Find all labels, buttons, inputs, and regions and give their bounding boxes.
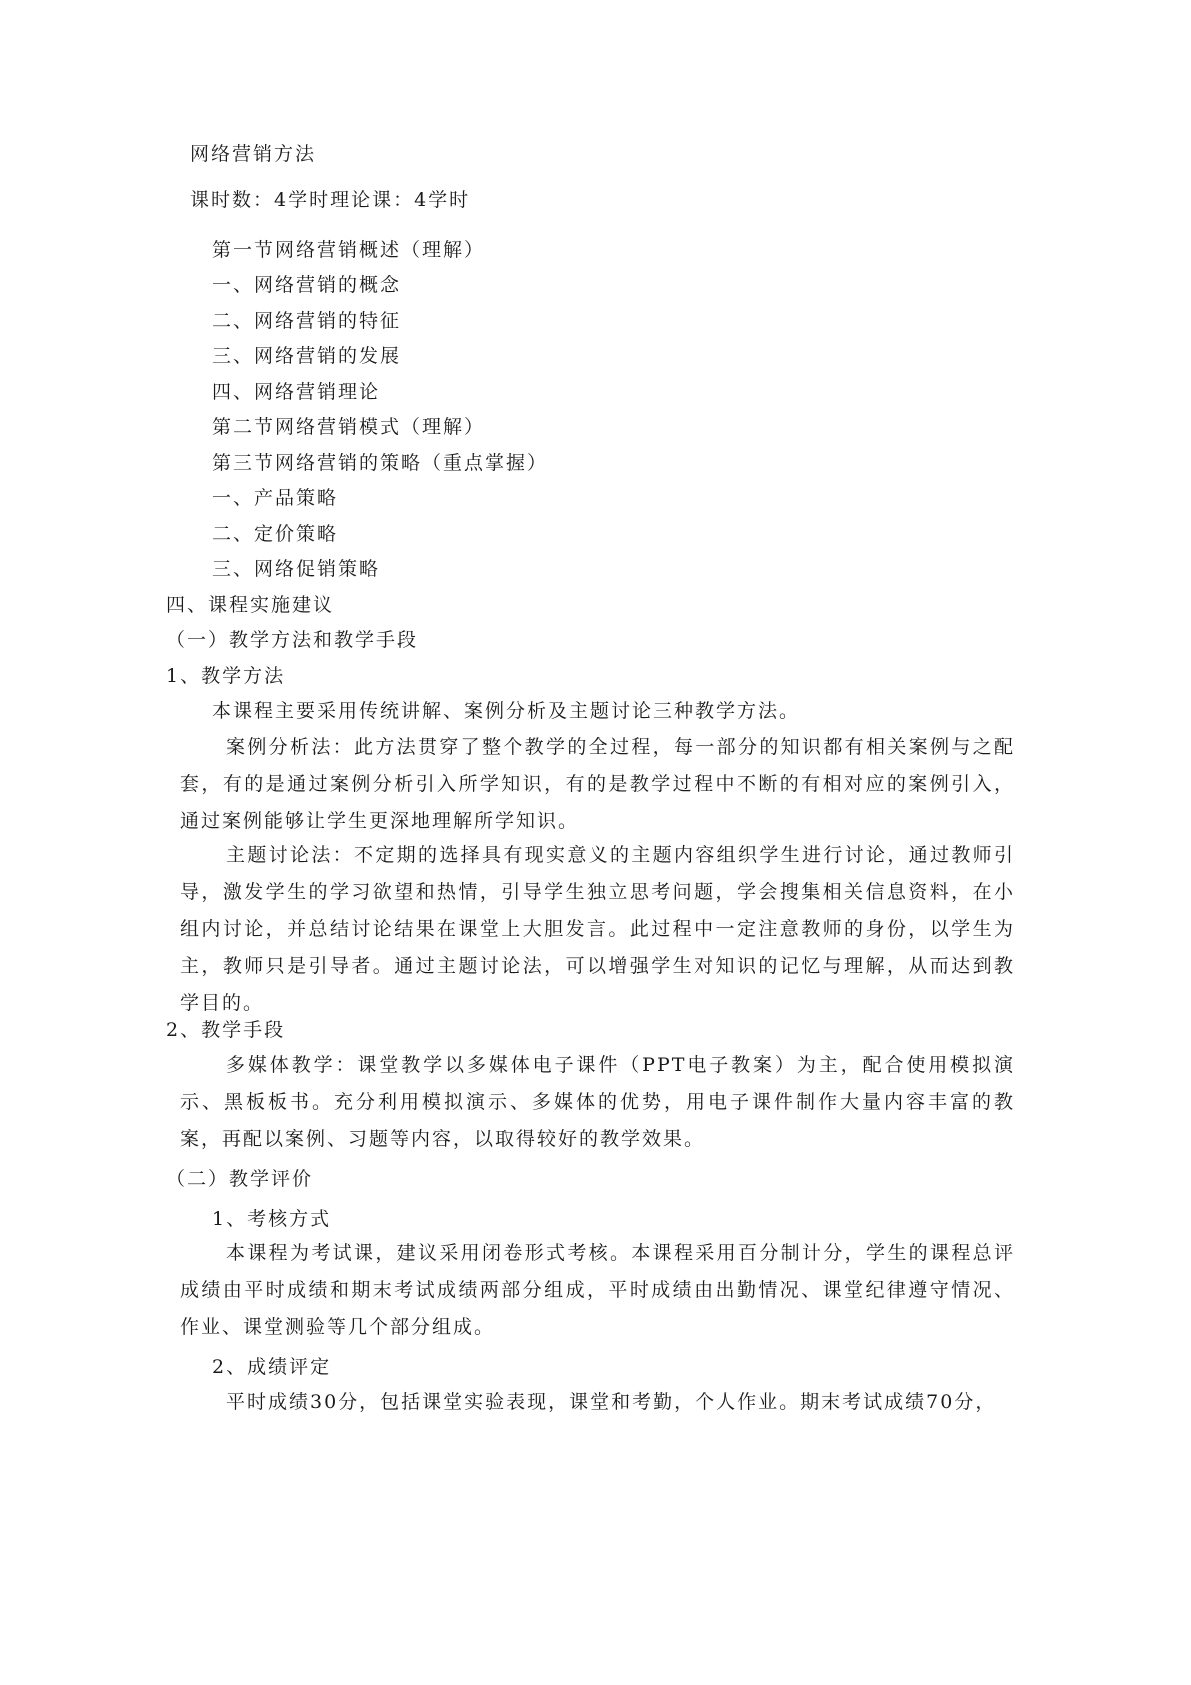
outline-item: 四、网络营销理论 <box>212 381 381 403</box>
outline-item: 三、网络营销的发展 <box>212 345 402 367</box>
case-method-paragraph: 案例分析法：此方法贯穿了整个教学的全过程，每一部分的知识都有相关案例与之配套，有的是通过案例分析引入所学知识，有的是教学过程中不断的有相对应的案例引入，通过案例能够让学生更深地理解所学知识。 <box>180 736 1015 832</box>
grade-paragraph: 平时成绩30分，包括课堂实验表现，课堂和考勤，个人作业。期末考试成绩70分， <box>226 1391 997 1413</box>
outline-item: 第一节网络营销概述（理解） <box>212 239 486 261</box>
method-intro: 本课程主要采用传统讲解、案例分析及主题讨论三种教学方法。 <box>212 700 801 722</box>
section-heading: 四、课程实施建议 <box>166 594 335 616</box>
outline-item: 二、定价策略 <box>212 523 339 545</box>
assess-heading: 1、考核方式 <box>212 1208 332 1230</box>
subsection-heading: （一）教学方法和教学手段 <box>166 629 419 651</box>
outline-item: 一、产品策略 <box>212 487 339 509</box>
grade-heading: 2、成绩评定 <box>212 1356 332 1378</box>
outline-item: 第三节网络营销的策略（重点掌握） <box>212 452 549 474</box>
assess-paragraph: 本课程为考试课，建议采用闭卷形式考核。本课程采用百分制计分，学生的课程总评成绩由平时成绩和期末考试成绩两部分组成，平时成绩由出勤情况、课堂纪律遵守情况、作业、课堂测验等几个部分组成。 <box>180 1242 1015 1338</box>
hours-line: 课时数：4学时理论课：4学时 <box>190 189 471 211</box>
method-heading: 1、教学方法 <box>166 665 286 687</box>
multimedia-paragraph: 多媒体教学：课堂教学以多媒体电子课件（PPT电子教案）为主，配合使用模拟演示、黑板板书。充分利用模拟演示、多媒体的优势，用电子课件制作大量内容丰富的教案，再配以案例、习题等内容，以取得较好的教学效果。 <box>180 1054 1015 1150</box>
means-heading: 2、教学手段 <box>166 1019 286 1041</box>
outline-item: 二、网络营销的特征 <box>212 310 402 332</box>
outline-item: 一、网络营销的概念 <box>212 274 402 296</box>
outline-item: 第二节网络营销模式（理解） <box>212 416 486 438</box>
outline-item: 三、网络促销策略 <box>212 558 381 580</box>
chapter-title: 网络营销方法 <box>190 143 317 165</box>
subsection-heading: （二）教学评价 <box>166 1168 314 1190</box>
topic-method-paragraph: 主题讨论法：不定期的选择具有现实意义的主题内容组织学生进行讨论，通过教师引导，激发学生的学习欲望和热情，引导学生独立思考问题，学会搜集相关信息资料，在小组内讨论，并总结讨论结果在课堂上大胆发言。此过程中一定注意教师的身份，以学生为主，教师只是引导者。通过主题讨论法，可以增强学生对知识的记忆与理解，从而达到教学目的。 <box>180 844 1015 1014</box>
